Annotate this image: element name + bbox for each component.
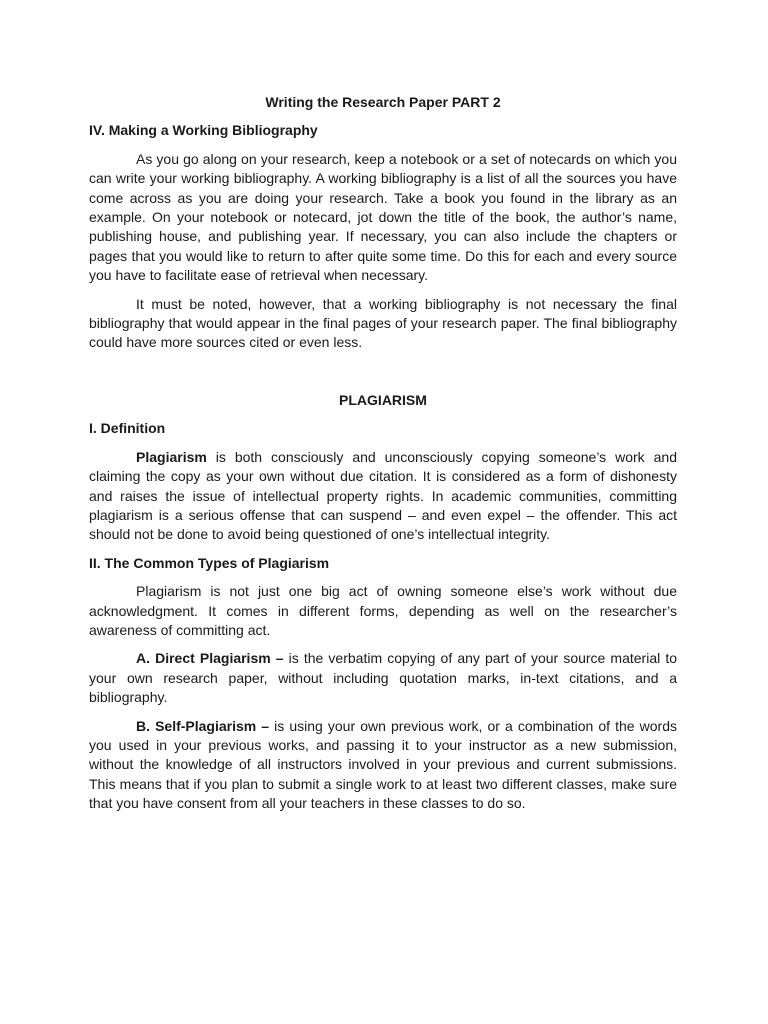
section-heading-working-bibliography: IV. Making a Working Bibliography [89,122,318,139]
definition-text: is both consciously and unconsciously copying someone’s work and claiming the copy as your own without due citation. It is considered as a form of dishonesty and raises the issue of intellectual property rights. In academic communities, committing plagiarism is a serious offense that can suspend – and even expel – the offender. This act should not be done to avoid being questioned of one’s intellectual integrity. [89,448,677,543]
document-page [89,93,677,823]
paragraph-direct-plagiarism [89,649,677,707]
types-heading: II. The Common Types of Plagiarism [89,554,330,571]
paragraph-working-bibliography-2: It must be noted, however, that a working bibliography is not necessary the final bibliography that would appear in the final pages of your research paper. The final bibliography could have more sources cited or even less. [89,295,677,351]
definition-heading: I. Definition [89,420,166,437]
direct-plagiarism-term: A. Direct Plagiarism – [136,650,284,667]
self-plagiarism-text: is using your own previous work, or a combination of the words you used in your previous works, and passing it to your instructor as a new submission, without the knowledge of all instructors involved in your previous and current submissions. This means that if you plan to submit a single work to at least two different classes, make sure that you have consent from all your teachers in these classes to do so. [89,717,678,812]
section-spacer [89,362,677,391]
paragraph-self-plagiarism [89,717,677,814]
paragraph-definition [89,448,677,545]
definition-term: Plagiarism [136,448,207,465]
direct-plagiarism-text: is the verbatim copying of any part of your source material to your own research paper, without including quotation marks, in-text citations, and a bibliography. [89,650,677,706]
self-plagiarism-term: B. Self-Plagiarism – [136,717,270,734]
paragraph-types-intro: Plagiarism is not just one big act of owning someone else’s work without due acknowledgment. It comes in different forms, depending as well on the researcher’s awareness of committing act. [89,583,677,638]
document-title: Writing the Research Paper PART 2 [265,94,501,110]
paragraph-working-bibliography-1: As you go along on your research, keep a notebook or a set of notecards on which you can write your working bibliography. A working bibliography is a list of all the sources you have come across as you are doing your research. Take a book you found in the library as an example. On your notebook or notecard, jot down the title of the book, the author’s name, publishing house, and publishing year. If necessary, you can also include the chapters or pages that you would like to return to after quite some time. Do this for each and every source you have to facilitate ease of retrieval when necessary. [89,150,677,284]
plagiarism-title: PLAGIARISM [339,391,427,408]
